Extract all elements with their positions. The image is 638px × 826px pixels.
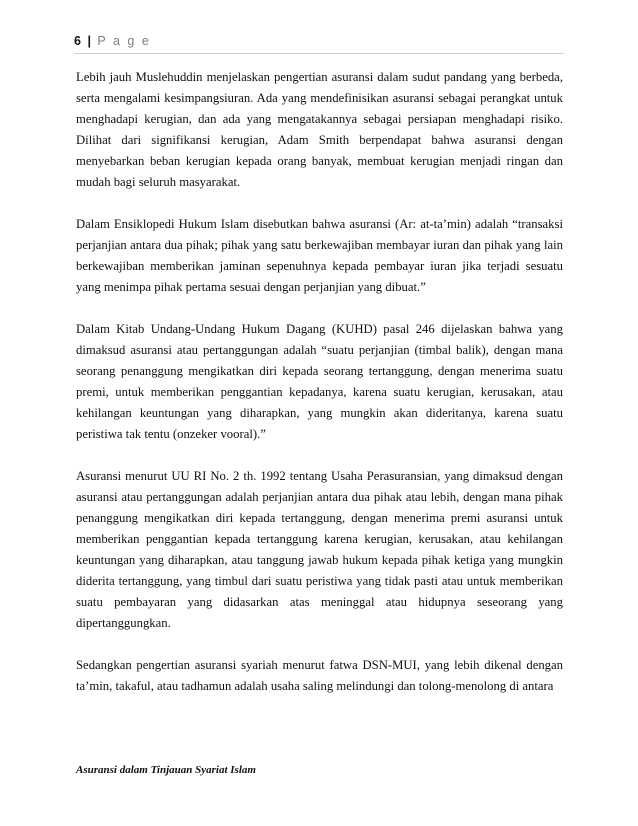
document-body — [76, 67, 563, 718]
paragraph-3: Dalam Kitab Undang-Undang Hukum Dagang (KUHD) pasal 246 dijelaskan bahwa yang dimaksud asuransi atau pertanggungan adalah “suatu perjanjian (timbal balik), dengan mana seorang penanggung mengikatkan diri kepada seorang tertanggung, dengan menerima suatu premi, untuk memberikan penggantian kepadanya, karena suatu kerugian, kerusakan, atau kehilangan keuntungan yang diharapkan, yang mungkin akan dideritanya, karena suatu peristiwa tak tentu (onzeker vooral).” — [76, 322, 563, 441]
paragraph-2: Dalam Ensiklopedi Hukum Islam disebutkan bahwa asuransi (Ar: at-ta’min) adalah “transaksi perjanjian antara dua pihak; pihak yang satu berkewajiban membayar iuran dan pihak yang lain berkewajiban memberikan jaminan sepenuhnya kepada pembayar iuran jika terjadi sesuatu yang menimpa pihak pertama sesuai dengan perjanjian yang dibuat.” — [76, 217, 563, 294]
page-header — [74, 34, 564, 54]
paragraph-1: Lebih jauh Muslehuddin menjelaskan pengertian asuransi dalam sudut pandang yang berbeda, serta mengalami kesimpangsiuran. Ada yang mendefinisikan asuransi sebagai perangkat untuk menghadapi kerugian, dan ada yang mengatakannya sebagai persiapan menghadapi risiko. Dilihat dari signifikansi kerugian, Adam Smith berpendapat bahwa asuransi dengan menyebarkan beban kerugian kepada orang banyak, membuat kerugian menjadi ringan dan mudah bagi seluruh masyarakat. — [76, 70, 563, 189]
paragraph-5: Sedangkan pengertian asuransi syariah menurut fatwa DSN-MUI, yang lebih dikenal dengan ta’min, takaful, atau tadhamun adalah usaha saling melindungi dan tolong-menolong di antara — [76, 658, 563, 693]
page-label: P a g e — [97, 34, 151, 48]
paragraph-4: Asuransi menurut UU RI No. 2 th. 1992 tentang Usaha Perasuransian, yang dimaksud dengan asuransi atau pertanggungan adalah perjanjian antara dua pihak atau lebih, dengan mana pihak penanggung mengikatkan diri kepada tertanggung, dengan menerima premi asuransi untuk memberikan penggantian kepada tertanggung karena kerugian, kerusakan, atau kehilangan keuntungan yang diharapkan, atau tanggung jawab hukum kepada pihak ketiga yang mungkin diderita tertanggung, yang timbul dari suatu peristiwa yang tidak pasti atau untuk memberikan suatu pembayaran yang didasarkan atas meninggal atau hidupnya seseorang yang dipertanggungkan. — [76, 469, 563, 630]
header-separator: | — [87, 34, 91, 48]
page-number: 6 — [74, 34, 81, 48]
page-footer: Asuransi dalam Tinjauan Syariat Islam — [76, 764, 256, 776]
